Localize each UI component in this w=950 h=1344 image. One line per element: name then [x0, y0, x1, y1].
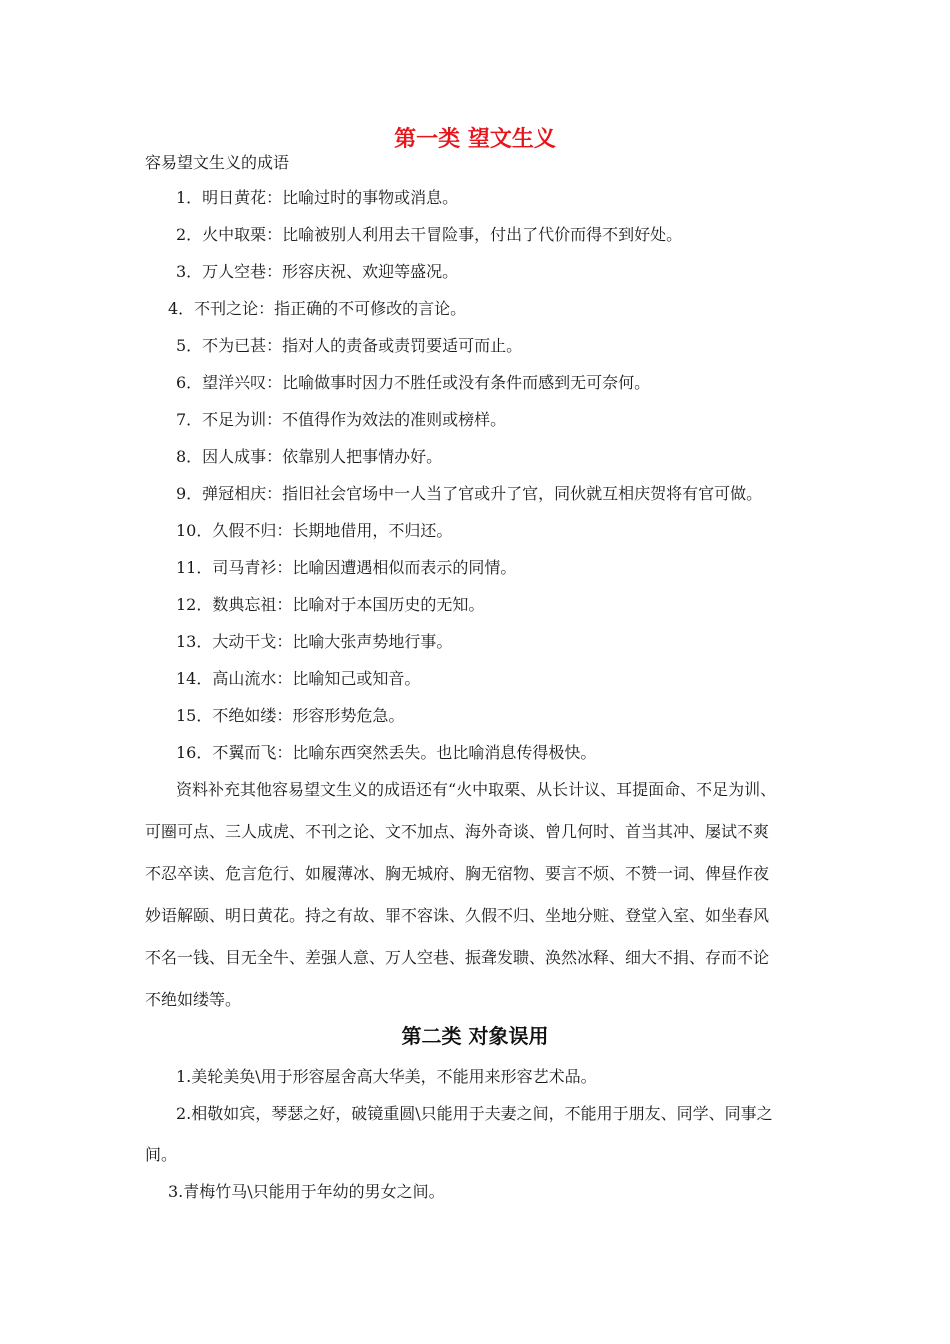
idiom-item: 12．数典忘祖：比喻对于本国历史的无知。: [176, 595, 485, 614]
supplement-line: 可圈可点、三人成虎、不刊之论、文不加点、海外奇谈、曾几何时、首当其冲、屡试不爽: [145, 822, 770, 841]
misuse-line: 1.美轮美奂\用于形容屋舍高大华美，不能用来形容艺术品。: [176, 1067, 597, 1086]
section1-title: 第一类 望文生义: [394, 126, 556, 152]
supplement-line: 不名一钱、目无全牛、差强人意、万人空巷、振聋发聩、涣然冰释、细大不捐、存而不论: [145, 948, 770, 967]
misuse-line: 间。: [145, 1145, 178, 1164]
supplement-line: 资料补充其他容易望文生义的成语还有“火中取栗、从长计议、耳提面命、不足为训、: [176, 780, 777, 799]
misuse-line: 3.青梅竹马\只能用于年幼的男女之间。: [168, 1182, 445, 1201]
section2-title: 第二类 对象误用: [401, 1024, 549, 1048]
idiom-item: 13．大动干戈：比喻大张声势地行事。: [176, 632, 453, 651]
idiom-item: 4．不刊之论：指正确的不可修改的言论。: [168, 299, 467, 318]
section1-subtitle: 容易望文生义的成语: [145, 153, 290, 172]
supplement-line: 妙语解颐、明日黄花。持之有故、罪不容诛、久假不归、坐地分赃、登堂入室、如坐春风: [145, 906, 770, 925]
idiom-item: 14．高山流水：比喻知己或知音。: [176, 669, 421, 688]
idiom-item: 7．不足为训：不值得作为效法的准则或榜样。: [176, 410, 507, 429]
idiom-item: 2．火中取栗：比喻被别人利用去干冒险事，付出了代价而得不到好处。: [176, 225, 683, 244]
idiom-item: 11．司马青衫：比喻因遭遇相似而表示的同情。: [176, 558, 517, 577]
supplement-line: 不绝如缕等。: [145, 990, 242, 1009]
idiom-item: 8．因人成事：依靠别人把事情办好。: [176, 447, 443, 466]
idiom-item: 6．望洋兴叹：比喻做事时因力不胜任或没有条件而感到无可奈何。: [176, 373, 651, 392]
misuse-line: 2.相敬如宾，琴瑟之好，破镜重圆\只能用于夫妻之间，不能用于朋友、同学、同事之: [176, 1104, 773, 1123]
idiom-item: 1．明日黄花：比喻过时的事物或消息。: [176, 188, 459, 207]
idiom-item: 9．弹冠相庆：指旧社会官场中一人当了官或升了官，同伙就互相庆贺将有官可做。: [176, 484, 763, 503]
idiom-item: 15．不绝如缕：形容形势危急。: [176, 706, 405, 725]
idiom-item: 10．久假不归：长期地借用，不归还。: [176, 521, 453, 540]
supplement-line: 不忍卒读、危言危行、如履薄冰、胸无城府、胸无宿物、要言不烦、不赞一词、俾昼作夜: [145, 864, 770, 883]
idiom-item: 3．万人空巷：形容庆祝、欢迎等盛况。: [176, 262, 459, 281]
idiom-item: 16．不翼而飞：比喻东西突然丢失。也比喻消息传得极快。: [176, 743, 597, 762]
idiom-item: 5．不为已甚：指对人的责备或责罚要适可而止。: [176, 336, 523, 355]
